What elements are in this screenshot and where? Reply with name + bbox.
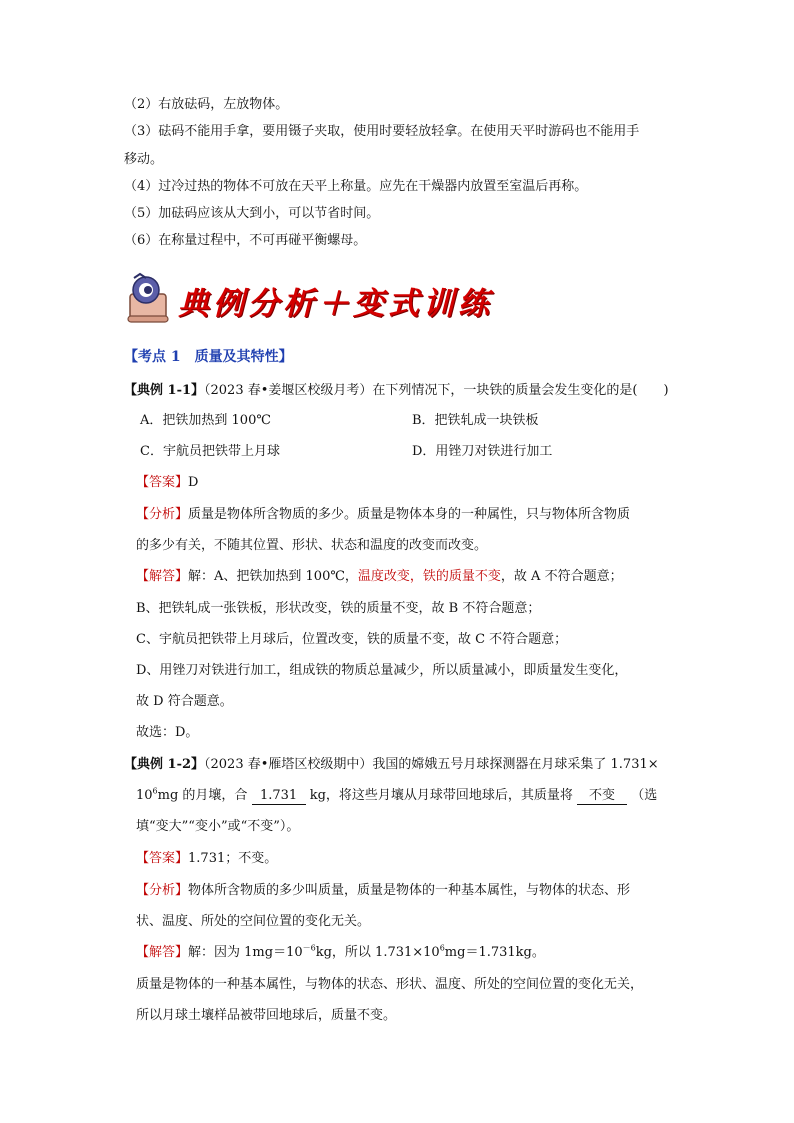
scroll-book-icon (124, 272, 172, 324)
example2-analysis (136, 882, 630, 900)
example1-solution-d-cont: 故 D 符合题意。 (136, 694, 233, 709)
solution-a-pre: 解：A、把铁加热到 100℃， (188, 569, 358, 584)
option-c: C．宇航员把铁带上月球 (140, 444, 280, 459)
sol1-c: mg＝1.731kg。 (444, 945, 545, 960)
answer-label: 【答案】 (136, 851, 189, 866)
example1-analysis-cont: 的多少有关，不随其位置、形状、状态和温度的改变而改变。 (136, 538, 488, 553)
analysis-label: 【分析】 (136, 507, 189, 522)
example1-answer (136, 474, 198, 492)
analysis-text: 质量是物体所含物质的多少。质量是物体本身的一种属性，只与物体所含物质 (188, 507, 631, 522)
q2-b: kg，将这些月壤从月球带回地球后，其质量将 (309, 788, 573, 803)
sol1-exp2: 6 (439, 943, 445, 953)
option-b: B．把铁轧成一块铁板 (412, 413, 539, 428)
rule-4: （4）过冷过热的物体不可放在天平上称量。应先在干燥器内放置至室温后再称。 (124, 179, 588, 194)
example2-question-line3: 填“变大”“变小”或“不变”）。 (136, 819, 300, 834)
example1-solution-b: B、把铁轧成一张铁板，形状改变，铁的质量不变，故 B 不符合题意； (136, 601, 541, 616)
example1-analysis (136, 506, 630, 524)
rule-5: （5）加砝码应该从大到小，可以节省时间。 (124, 206, 380, 221)
example1-solution-c: C、宇航员把铁带上月球后，位置改变，铁的质量不变，故 C 不符合题意； (136, 632, 568, 647)
q2-c: （选 (631, 788, 658, 803)
answer-value: 1.731；不变。 (188, 851, 278, 866)
example2-q1: （2023 春•雁塔区校级期中）我国的嫦娥五号月球探测器在月球采集了 1.731× (204, 757, 659, 772)
example2-question-line1 (124, 756, 659, 774)
example2-tag: 【典例 1-2】 (124, 757, 205, 772)
q2-exp: 6 (152, 786, 158, 796)
example2-analysis-cont: 状、温度、所处的空间位置的变化无关。 (136, 914, 371, 929)
example2-answer (136, 850, 277, 868)
q2-base: 10 (136, 788, 153, 803)
option-a: A．把铁加热到 100℃ (140, 413, 271, 428)
rule-3-cont: 移动。 (124, 152, 164, 167)
banner-title: 典例分析＋变式训练 (178, 286, 493, 322)
solution-a-post: ，故 A 不符合题意； (500, 569, 623, 584)
example1-solution-a (136, 568, 623, 586)
example2-solution-1 (136, 944, 545, 962)
solution-label: 【解答】 (136, 945, 189, 960)
sol1-a: 解：因为 1mg＝10 (188, 945, 303, 960)
example1-solution-d: D、用锉刀对铁进行加工，组成铁的物质总量减少，所以质量减小，即质量发生变化， (136, 663, 628, 678)
example1-question: （2023 春•姜堰区校级月考）在下列情况下，一块铁的质量会发生变化的是( ) (204, 383, 669, 398)
option-d: D．用锉刀对铁进行加工 (412, 444, 553, 459)
example2-solution-3: 所以月球土壤样品被带回地球后，质量不变。 (136, 1008, 397, 1023)
example1-question-line (124, 382, 669, 400)
rule-6: （6）在称量过程中，不可再碰平衡螺母。 (124, 233, 367, 248)
answer-value: D (188, 475, 199, 490)
example1-choice: 故选：D。 (136, 725, 199, 740)
analysis-label: 【分析】 (136, 883, 189, 898)
solution-label: 【解答】 (136, 569, 189, 584)
example2-solution-2: 质量是物体的一种基本属性，与物体的状态、形状、温度、所处的空间位置的变化无关， (136, 977, 644, 992)
rule-3: （3）砝码不能用手拿，要用镊子夹取，使用时要轻放轻拿。在使用天平时游码也不能用手 (124, 124, 640, 139)
section-title: 【考点 1 质量及其特性】 (124, 349, 293, 365)
solution-a-highlight: 温度改变，铁的质量不变 (357, 569, 501, 584)
rule-2: （2）右放砝码，左放物体。 (124, 97, 289, 112)
answer-label: 【答案】 (136, 475, 189, 490)
analysis-text: 物体所含物质的多少叫质量，质量是物体的一种基本属性，与物体的状态、形 (188, 883, 631, 898)
sol1-exp1: －6 (302, 943, 316, 953)
example1-tag: 【典例 1-1】 (124, 383, 205, 398)
sol1-b: kg，所以 1.731×10 (315, 945, 440, 960)
blank-kg: 1.731 (252, 788, 306, 805)
blank-change: 不变 (577, 788, 627, 805)
q2-a: mg 的月壤，合 (157, 788, 248, 803)
example2-question-line2 (136, 787, 657, 805)
